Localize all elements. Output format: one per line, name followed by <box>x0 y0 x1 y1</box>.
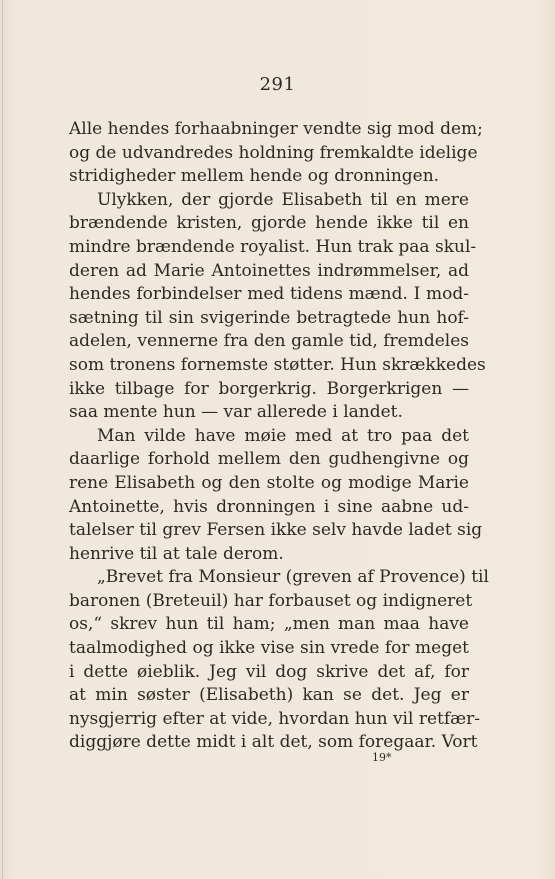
text-line: daarlige forhold mellem den gudhengivne og <box>69 449 469 470</box>
text-line: os,“ skrev hun til ham; „men man maa have <box>69 614 469 635</box>
text-line: deren ad Marie Antoinettes indrømmelser, ad <box>69 260 469 281</box>
text-line: brændende kristen, gjorde hende ikke til en <box>69 213 469 234</box>
text-line: som tronens fornemste støtter. Hun skrækkedes <box>69 354 486 375</box>
text-line: stridigheder mellem hende og dronningen. <box>69 166 440 187</box>
text-line: baronen (Breteuil) har forbauset og indigneret <box>69 590 473 611</box>
text-line: hendes forbindelser med tidens mænd. I mod- <box>69 284 469 305</box>
text-line: Antoinette, hvis dronningen i sine aabne ud- <box>69 496 469 517</box>
text-line: talelser til grev Fersen ikke selv havde ladet sig <box>69 520 483 541</box>
page-edge-line <box>2 0 3 879</box>
text-line: i dette øieblik. Jeg vil dog skrive det af, for <box>69 661 469 682</box>
text-line: nysgjerrig efter at vide, hvordan hun vil retfær- <box>69 708 480 729</box>
body-text <box>69 118 489 755</box>
text-line: Ulykken, der gjorde Elisabeth til en mere <box>97 189 469 210</box>
text-line: taalmodighed og ikke vise sin vrede for meget <box>69 638 469 659</box>
text-line: ikke tilbage for borgerkrig. Borgerkrigen — <box>69 378 469 399</box>
text-line: henrive til at tale derom. <box>69 543 284 564</box>
text-line: Alle hendes forhaabninger vendte sig mod dem; <box>69 119 483 139</box>
text-line: at min søster (Elisabeth) kan se det. Jeg er <box>69 685 469 706</box>
text-line: diggjøre dette midt i alt det, som foregaar. Vort <box>69 732 478 753</box>
text-line: adelen, vennerne fra den gamle tid, fremdeles <box>69 331 469 352</box>
text-line: saa mente hun — var allerede i landet. <box>69 402 403 423</box>
text-line: Man vilde have møie med at tro paa det <box>97 425 469 446</box>
text-line: „Brevet fra Monsieur (greven af Provence) til <box>97 567 489 588</box>
text-line: og de udvandredes holdning fremkaldte idelige <box>69 142 478 163</box>
text-line: rene Elisabeth og den stolte og modige Marie <box>69 472 469 493</box>
text-line: sætning til sin svigerinde betragtede hun hof- <box>69 307 469 328</box>
signature-mark: 19* <box>372 751 392 764</box>
text-line: mindre brændende royalist. Hun trak paa skul- <box>69 236 477 257</box>
page-number: 291 <box>259 74 296 95</box>
